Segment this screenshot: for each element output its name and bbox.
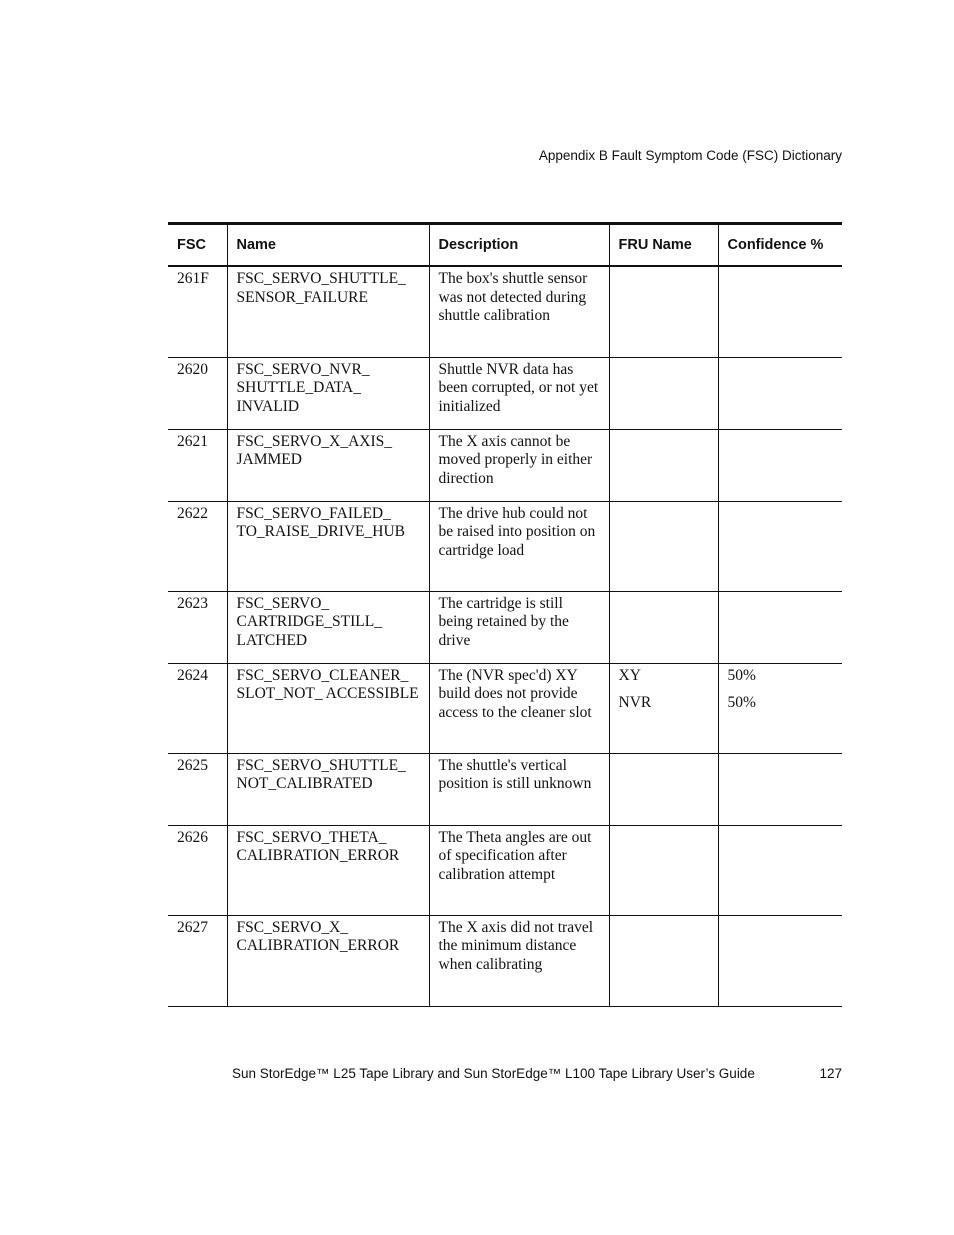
fru-name: XY [618, 666, 641, 684]
name-cell: FSC_SERVO_FAILED_ TO_RAISE_DRIVE_HUB [227, 501, 429, 591]
description-cell: The box's shuttle sensor was not detected during shuttle calibration [429, 266, 609, 357]
confidence-cell [718, 591, 842, 663]
name-cell: FSC_SERVO_X_ CALIBRATION_ERROR [227, 915, 429, 1006]
column-header-name: Name [227, 224, 429, 267]
name-cell: FSC_SERVO_THETA_ CALIBRATION_ERROR [227, 825, 429, 915]
confidence-cell [718, 825, 842, 915]
column-header-fru-name: FRU Name [609, 224, 718, 267]
fsc-cell: 2625 [168, 753, 227, 825]
description-cell: The X axis cannot be moved properly in either direction [429, 429, 609, 501]
table-header-row [168, 224, 842, 267]
fru-cell [609, 663, 718, 753]
name-cell: FSC_SERVO_ CARTRIDGE_STILL_ LATCHED [227, 591, 429, 663]
description-cell: The (NVR spec'd) XY build does not provide access to the cleaner slot [429, 663, 609, 753]
fru-cell [609, 501, 718, 591]
table-row [168, 753, 842, 825]
description-cell: Shuttle NVR data has been corrupted, or not yet initialized [429, 357, 609, 429]
name-cell: FSC_SERVO_SHUTTLE_ NOT_CALIBRATED [227, 753, 429, 825]
table-row [168, 825, 842, 915]
table-row [168, 501, 842, 591]
description-cell: The shuttle's vertical position is still unknown [429, 753, 609, 825]
fsc-table [168, 222, 842, 1007]
description-cell: The X axis did not travel the minimum distance when calibrating [429, 915, 609, 1006]
table-row [168, 591, 842, 663]
fsc-cell: 2620 [168, 357, 227, 429]
page-number: 127 [819, 1066, 842, 1081]
fsc-cell: 2627 [168, 915, 227, 1006]
table-row [168, 663, 842, 753]
table-row [168, 357, 842, 429]
confidence-value: 50% [727, 666, 756, 684]
fru-cell [609, 825, 718, 915]
table-row [168, 915, 842, 1006]
column-header-description: Description [429, 224, 609, 267]
confidence-cell [718, 357, 842, 429]
confidence-cell [718, 663, 842, 753]
description-cell: The Theta angles are out of specification after calibration attempt [429, 825, 609, 915]
footer-title: Sun StorEdge™ L25 Tape Library and Sun StorEdge™ L100 Tape Library User’s Guide [232, 1066, 755, 1081]
fru-cell [609, 429, 718, 501]
description-cell: The cartridge is still being retained by the drive [429, 591, 609, 663]
fru-cell [609, 753, 718, 825]
fru-name: NVR [618, 694, 652, 712]
confidence-cell [718, 266, 842, 357]
name-cell: FSC_SERVO_SHUTTLE_ SENSOR_FAILURE [227, 266, 429, 357]
running-header: Appendix B Fault Symptom Code (FSC) Dictionary [538, 148, 842, 163]
name-cell: FSC_SERVO_CLEANER_ SLOT_NOT_ ACCESSIBLE [227, 663, 429, 753]
confidence-cell [718, 915, 842, 1006]
table-row [168, 429, 842, 501]
confidence-value: 50% [727, 694, 756, 712]
table-body [168, 266, 842, 1006]
fru-cell [609, 915, 718, 1006]
fsc-cell: 2621 [168, 429, 227, 501]
confidence-cell [718, 753, 842, 825]
fsc-cell: 2626 [168, 825, 227, 915]
fsc-cell: 261F [168, 266, 227, 357]
confidence-cell [718, 429, 842, 501]
column-header-confidence: Confidence % [718, 224, 842, 267]
description-cell: The drive hub could not be raised into position on cartridge load [429, 501, 609, 591]
fsc-cell: 2624 [168, 663, 227, 753]
column-header-fsc: FSC [168, 224, 227, 267]
confidence-cell [718, 501, 842, 591]
running-footer [232, 1066, 842, 1081]
table-row [168, 266, 842, 357]
fsc-cell: 2623 [168, 591, 227, 663]
fru-cell [609, 591, 718, 663]
name-cell: FSC_SERVO_NVR_ SHUTTLE_DATA_ INVALID [227, 357, 429, 429]
fsc-cell: 2622 [168, 501, 227, 591]
name-cell: FSC_SERVO_X_AXIS_ JAMMED [227, 429, 429, 501]
fru-cell [609, 357, 718, 429]
fru-cell [609, 266, 718, 357]
